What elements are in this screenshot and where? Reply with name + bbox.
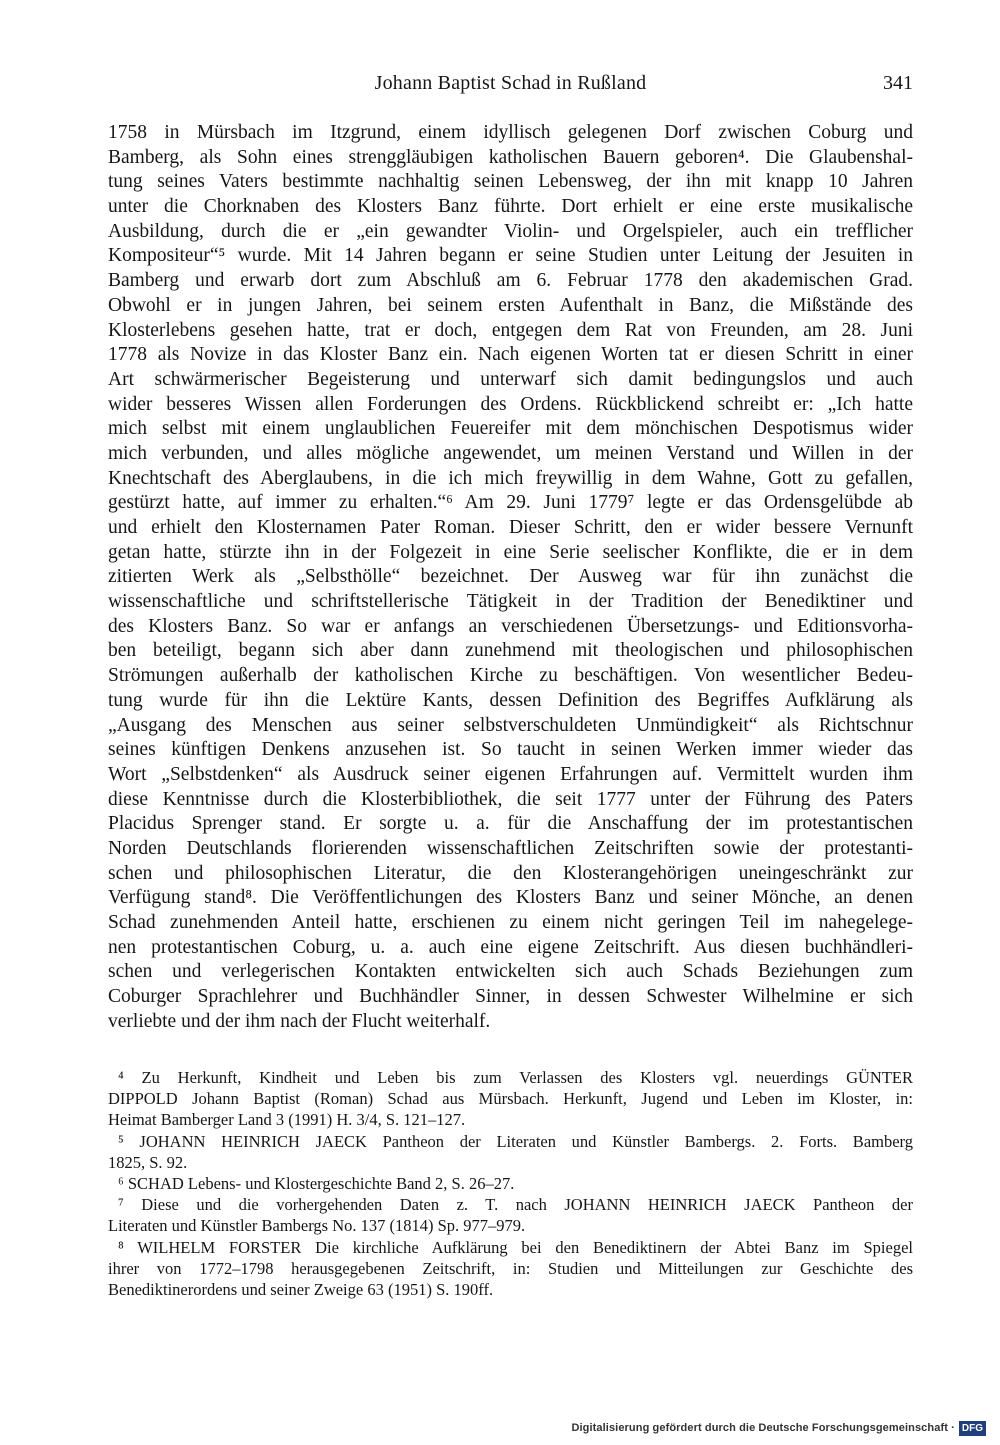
text-line: schen und verlegerischen Kontakten entwickelten sich auch Schads Beziehungen zum [108, 961, 913, 983]
text-line: und erhielt den Klosternamen Pater Roman. Dieser Schritt, den er wider bessere Vernunft [108, 517, 913, 538]
running-header [108, 70, 913, 102]
text-line: verliebte und der ihm nach der Flucht weiterhalf. [108, 1010, 491, 1032]
body-text [108, 121, 913, 1034]
footnote-line: ⁵ JOHANN HEINRICH JAECK Pantheon der Literaten und Künstler Bambergs. 2. Forts. Bamberg [118, 1131, 913, 1151]
text-line: Schad zunehmenden Anteil hatte, erschienen zu einem nicht geringen Teil im nahegelege- [108, 912, 913, 933]
text-line: schen und philosophischen Literatur, die den Klosterangehörigen uneingeschränkt zur [108, 862, 913, 884]
text-line: Bamberg und erwarb dort zum Abschluß am 6. Februar 1778 den akademischen Grad. [108, 270, 913, 292]
footnote [108, 1173, 913, 1194]
footnote [108, 1131, 913, 1173]
text-line: Placidus Sprenger stand. Er sorgte u. a. für die Anschaffung der im protestantischen [108, 813, 913, 835]
text-line: gestürzt hatte, auf immer zu erhalten.“⁶ Am 29. Juni 1779⁷ legte er das Ordensgelübde ab [108, 492, 913, 514]
text-line: unter die Chorknaben des Klosters Banz führte. Dort erhielt er eine erste musikalische [108, 196, 913, 218]
text-line: nen protestantischen Coburg, u. a. auch eine eigene Zeitschrift. Aus diesen buchhändleri- [108, 936, 913, 958]
running-title: Johann Baptist Schad in Rußland [374, 72, 647, 94]
footnote-line: ⁶ SCHAD Lebens- und Klostergeschichte Band 2, S. 26–27. [118, 1173, 515, 1193]
footnote-line: ⁸ WILHELM FORSTER Die kirchliche Aufklärung bei den Benediktinern der Abtei Banz im Spiegel [118, 1237, 913, 1257]
text-line: Kompositeur“⁵ wurde. Mit 14 Jahren begann er seine Studien unter Leitung der Jesuiten in [108, 245, 913, 267]
text-line: Coburger Sprachlehrer und Buchhändler Sinner, in dessen Schwester Wilhelmine er sich [108, 986, 913, 1008]
text-line: mich selbst mit einem unglaublichen Feuereifer mit dem mönchischen Despotismus wider [108, 418, 913, 440]
funding-note: Digitalisierung gefördert durch die Deutsche Forschungsgemeinschaft · [571, 1422, 955, 1434]
text-line: Verfügung stand⁸. Die Veröffentlichungen des Klosters Banz und seiner Mönche, an denen [108, 887, 913, 909]
text-line: wissenschaftliche und schriftstellerische Tätigkeit in der Tradition der Benediktiner und [108, 591, 913, 613]
text-line: Knechtschaft des Aberglaubens, in die ich mich freywillig in dem Wahne, Gott zu gefallen, [108, 467, 913, 489]
text-line: diese Kenntnisse durch die Klosterbibliothek, die seit 1777 unter der Führung des Paters [108, 788, 913, 810]
footnote-line: ⁴ Zu Herkunft, Kindheit und Leben bis zum Verlassen des Klosters vgl. neuerdings GÜNTER [118, 1068, 913, 1087]
text-line: des Klosters Banz. So war er anfangs an verschiedenen Übersetzungs- und Editionsvorha- [108, 615, 913, 637]
digitization-footer [571, 1419, 986, 1437]
dfg-logo: DFG [959, 1421, 986, 1436]
text-line: Obwohl er in jungen Jahren, bei seinem ersten Aufenthalt in Banz, die Mißstände des [108, 294, 913, 316]
footnote-line: ⁷ Diese und die vorhergehenden Daten z. T. nach JOHANN HEINRICH JAECK Pantheon der [118, 1195, 913, 1215]
footnote-line: 1825, S. 92. [108, 1152, 188, 1172]
text-line: tung wurde für ihn die Lektüre Kants, dessen Definition des Begriffes Aufklärung als [108, 689, 913, 711]
footnote-line: DIPPOLD Johann Baptist (Roman) Schad aus Mürsbach. Herkunft, Jugend und Leben im Kloster, in: [108, 1089, 913, 1109]
text-line: Norden Deutschlands florierenden wissenschaftlichen Zeitschriften sowie der protestanti- [108, 837, 913, 859]
text-line: zitierten Werk als „Selbsthölle“ bezeichnet. Der Ausweg war für ihn zunächst die [108, 566, 913, 588]
footnote-line: Heimat Bamberger Land 3 (1991) H. 3/4, S. 121–127. [108, 1110, 466, 1130]
text-line: wider besseres Wissen allen Forderungen des Ordens. Rückblickend schreibt er: „Ich hatte [108, 393, 913, 415]
text-line: Strömungen außerhalb der katholischen Kirche zu beschäftigen. Von wesentlicher Bedeu- [108, 665, 913, 687]
footnote-line: Benediktinerordens und seiner Zweige 63 (1951) S. 190ff. [108, 1279, 494, 1299]
page-number: 341 [883, 72, 913, 94]
text-line: Art schwärmerischer Begeisterung und unterwarf sich damit bedingungslos und auch [108, 368, 913, 390]
footnotes [108, 1067, 913, 1300]
text-line: Ausbildung, durch die er „ein gewandter Violin- und Orgelspieler, auch ein trefflicher [108, 220, 913, 242]
text-line: Wort „Selbstdenken“ als Ausdruck seiner eigenen Erfahrungen auf. Vermittelt wurden ihm [108, 763, 913, 785]
footnote [108, 1194, 913, 1236]
footnote-line: Literaten und Künstler Bambergs No. 137 (1814) Sp. 977–979. [108, 1216, 526, 1236]
footnote [108, 1067, 913, 1131]
text-line: tung seines Vaters bestimmte nachhaltig seinen Lebensweg, der ihn mit knapp 10 Jahren [108, 171, 913, 193]
text-line: mich verbunden, und alles mögliche angewendet, um meinen Verstand und Willen in der [108, 442, 913, 464]
text-line: ben beteiligt, begann sich aber dann zunehmend mit theologischen und philosophischen [108, 640, 913, 662]
text-line: Bamberg, als Sohn eines strenggläubigen katholischen Bauern geboren⁴. Die Glaubenshal- [108, 146, 913, 168]
text-line: „Ausgang des Menschen aus seiner selbstverschuldeten Unmündigkeit“ als Richtschnur [108, 714, 913, 736]
footnote [108, 1237, 913, 1301]
text-line: 1778 als Novize in das Kloster Banz ein. Nach eigenen Worten tat er diesen Schritt in einer [108, 344, 913, 366]
text-line: getan hatte, stürzte ihn in der Folgezeit in eine Serie seelischer Konflikte, die er in dem [108, 541, 913, 563]
footnote-line: ihrer von 1772–1798 herausgegebenen Zeitschrift, in: Studien und Mitteilungen zur Geschichte des [108, 1258, 913, 1278]
text-line: Klosterlebens gesehen hatte, trat er doch, entgegen dem Rat von Freunden, am 28. Juni [108, 319, 913, 341]
text-line: seines künftigen Denkens anzusehen ist. So taucht in seinen Werken immer wieder das [108, 739, 913, 761]
text-line: 1758 in Mürsbach im Itzgrund, einem idyllisch gelegenen Dorf zwischen Coburg und [108, 122, 913, 143]
